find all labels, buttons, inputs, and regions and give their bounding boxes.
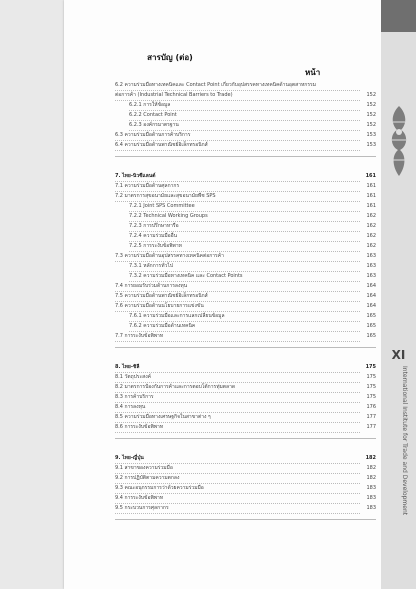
toc-entry-title: 7.3 ความร่วมมือด้านอุปสรรคทางเทคนิคต่อการค้า (115, 251, 360, 262)
toc-entry (115, 291, 376, 301)
toc-entry-page: 182 (366, 465, 376, 471)
toc-entry (115, 231, 376, 241)
toc-entry (115, 281, 376, 291)
toc-entry (115, 110, 376, 120)
toc-entry-title: 7.5 ความร่วมมือด้านพาณิชย์อิเล็กทรอนิกส์ (115, 291, 360, 302)
toc-section (115, 171, 376, 348)
toc-entry-title: 7.6.1 ความร่วมมือและการแลกเปลี่ยนข้อมูล (129, 311, 360, 322)
toc-entry-page: 161 (366, 203, 376, 209)
toc-entry-page: 175 (366, 374, 376, 380)
toc-entry-title: 7.2.5 การระงับข้อพิพาท (129, 241, 360, 252)
toc-entry-title: 7.2.2 Technical Working Groups (129, 211, 360, 222)
toc-section (115, 362, 376, 439)
toc-entry-title: 7.4 การยอมรับร่วมด้านการลงทุน (115, 281, 360, 292)
toc-entry (115, 402, 376, 412)
toc-entry-title: 9.4 การระงับข้อพิพาท (115, 493, 360, 504)
toc-entry-page: 165 (366, 333, 376, 339)
toc-entry (115, 191, 376, 201)
toc-entry-page: 183 (366, 505, 376, 511)
toc-entry (115, 473, 376, 483)
toc-entry-page: 162 (366, 243, 376, 249)
toc-entry-page: 164 (366, 293, 376, 299)
section-gap (115, 163, 376, 171)
institute-seal-icon (387, 102, 411, 180)
toc-entry-title: 7.1 ความร่วมมือด้านศุลกากร (115, 181, 360, 192)
toc-entry-title: 8.5 ความร่วมมือทางเศรษฐกิจในสาขาต่าง ๆ (115, 412, 360, 423)
toc-entry-page: 163 (366, 273, 376, 279)
toc-entry-title: 7.2.4 ความร่วมมืออื่น (129, 231, 360, 242)
toc-entry-title: 8.4 การลงทุน (115, 402, 360, 413)
toc-entry-page: 152 (366, 102, 376, 108)
toc-entry-title: 6.2.3 องค์กรมาตรฐาน (129, 120, 360, 131)
toc-entry-page: 177 (366, 414, 376, 420)
toc-entry-page: 163 (366, 263, 376, 269)
toc-entry (115, 392, 376, 402)
section-gap (115, 445, 376, 453)
toc-entry-page: 162 (366, 233, 376, 239)
section-gap (115, 354, 376, 362)
toc-entry-page: 175 (366, 384, 376, 390)
toc-entry (115, 201, 376, 211)
toc-entry-title: 7.3.2 ความร่วมมือทางเทคนิค และ Contact Points (129, 271, 360, 282)
toc-chapter-entry (115, 171, 376, 181)
toc-entry-page: 152 (366, 122, 376, 128)
toc-entry-title: 8.1 วัตถุประสงค์ (115, 372, 360, 383)
toc-entry-page: 163 (366, 253, 376, 259)
toc-entry-title: 9.5 กระบวนการศุลกากร (115, 503, 360, 514)
toc-entry-page: 176 (366, 404, 376, 410)
toc-entry (115, 503, 376, 513)
toc-entry (115, 463, 376, 473)
toc-entry-page: 164 (366, 303, 376, 309)
toc-entry-title: ต่อการค้า (Industrial Technical Barriers to Trade) (115, 90, 360, 101)
toc-entry (115, 181, 376, 191)
toc-entry-title: 7.2.3 การปรึกษาหารือ (129, 221, 360, 232)
toc-entry (115, 221, 376, 231)
toc-entry-title: 8.6 การระงับข้อพิพาท (115, 422, 360, 433)
chapter-number: XI (391, 348, 406, 362)
toc-entry-title: 9.1 สาขาของความร่วมมือ (115, 463, 360, 474)
toc-entry (115, 311, 376, 321)
chapter-title-vertical (398, 366, 408, 586)
toc-entry (115, 140, 376, 150)
toc-heading: สารบัญ (ต่อ) (147, 53, 193, 62)
side-tab-top-block (381, 0, 416, 32)
toc-entry (115, 130, 376, 140)
toc-entry-title: 7.7 การระงับข้อพิพาท (115, 331, 360, 342)
toc-entry (115, 211, 376, 221)
toc-entry-page: 162 (366, 223, 376, 229)
toc-entry-page: 161 (366, 183, 376, 189)
toc-section (115, 453, 376, 520)
toc-entry-page: 165 (366, 313, 376, 319)
toc-entry (115, 372, 376, 382)
toc-entry-page: 182 (366, 475, 376, 481)
toc-entry (115, 301, 376, 311)
toc-entry (115, 100, 376, 110)
toc-entry-title: 9. ไทย-ญี่ปุ่น (115, 453, 360, 464)
toc-chapter-entry (115, 362, 376, 372)
toc-entry (115, 271, 376, 281)
toc-entry-title: 9.2 การปฏิบัติตามความตกลง (115, 473, 360, 484)
toc-entry-page: 175 (366, 394, 376, 400)
toc-entry-title: 7.6 ความร่วมมือด้านนโยบายการแข่งขัน (115, 301, 360, 312)
toc-entry-page: 161 (366, 193, 376, 199)
toc-entry-title: 6.2 ความร่วมมือทางเทคนิคและ Contact Point เกี่ยวกับอุปสรรคทางเทคนิคด้านอุตสาหกรรม (115, 80, 360, 91)
toc-entry-page: 182 (365, 455, 376, 461)
toc-chapter-entry (115, 453, 376, 463)
toc-entry-page: 161 (365, 173, 376, 179)
toc-entry-title: 8. ไทย-ชิลี (115, 362, 360, 373)
toc-entry (115, 241, 376, 251)
toc-entry-page: 183 (366, 495, 376, 501)
page-column-header: หน้า (305, 68, 321, 77)
toc-entry-page: 152 (366, 92, 376, 98)
toc-entry-page: 165 (366, 323, 376, 329)
toc-entry-title: 6.3 ความร่วมมือด้านการค้าบริการ (115, 130, 360, 141)
chapter-title-text: International Institute for Trade and Development (401, 366, 408, 516)
toc-entry (115, 90, 376, 100)
toc-entry-title: 7.3.1 หลักการทั่วไป (129, 261, 360, 272)
toc-entry-title: 8.2 มาตรการป้องกันการค้าและการตอบโต้การทุ่มตลาด (115, 382, 360, 393)
toc-entry-page: 152 (366, 112, 376, 118)
toc-entry-page: 153 (366, 142, 376, 148)
table-of-contents (115, 80, 376, 526)
toc-entry-page: 177 (366, 424, 376, 430)
toc-entry-title: 7. ไทย-นิวซีแลนด์ (115, 171, 360, 182)
toc-section (115, 80, 376, 157)
toc-entry-page: 175 (365, 364, 376, 370)
toc-entry (115, 120, 376, 130)
toc-entry-title: 6.4 ความร่วมมือด้านพาณิชย์อิเล็กทรอนิกส์ (115, 140, 360, 151)
toc-entry (115, 483, 376, 493)
toc-entry (115, 321, 376, 331)
toc-entry-title: 6.2.2 Contact Point (129, 110, 360, 121)
toc-entry-title: 7.2 มาตรการสุขอนามัยและสุขอนามัยพืช SPS (115, 191, 360, 202)
toc-entry-page: 183 (366, 485, 376, 491)
toc-entry (115, 331, 376, 341)
toc-entry-page: 162 (366, 213, 376, 219)
toc-entry (115, 251, 376, 261)
toc-entry (115, 382, 376, 392)
toc-entry (115, 493, 376, 503)
toc-entry-title: 7.2.1 Joint SPS Committee (129, 201, 360, 212)
toc-entry-page: 153 (366, 132, 376, 138)
toc-entry-title: 9.3 คณะอนุกรรมการว่าด้วยความร่วมมือ (115, 483, 360, 494)
toc-entry (115, 80, 376, 90)
toc-entry-title: 6.2.1 การให้ข้อมูล (129, 100, 360, 111)
toc-entry-title: 7.6.2 ความร่วมมือด้านเทคนิค (129, 321, 360, 332)
toc-entry-title: 8.3 การค้าบริการ (115, 392, 360, 403)
toc-entry (115, 261, 376, 271)
toc-entry-page: 164 (366, 283, 376, 289)
toc-entry (115, 422, 376, 432)
toc-entry (115, 412, 376, 422)
